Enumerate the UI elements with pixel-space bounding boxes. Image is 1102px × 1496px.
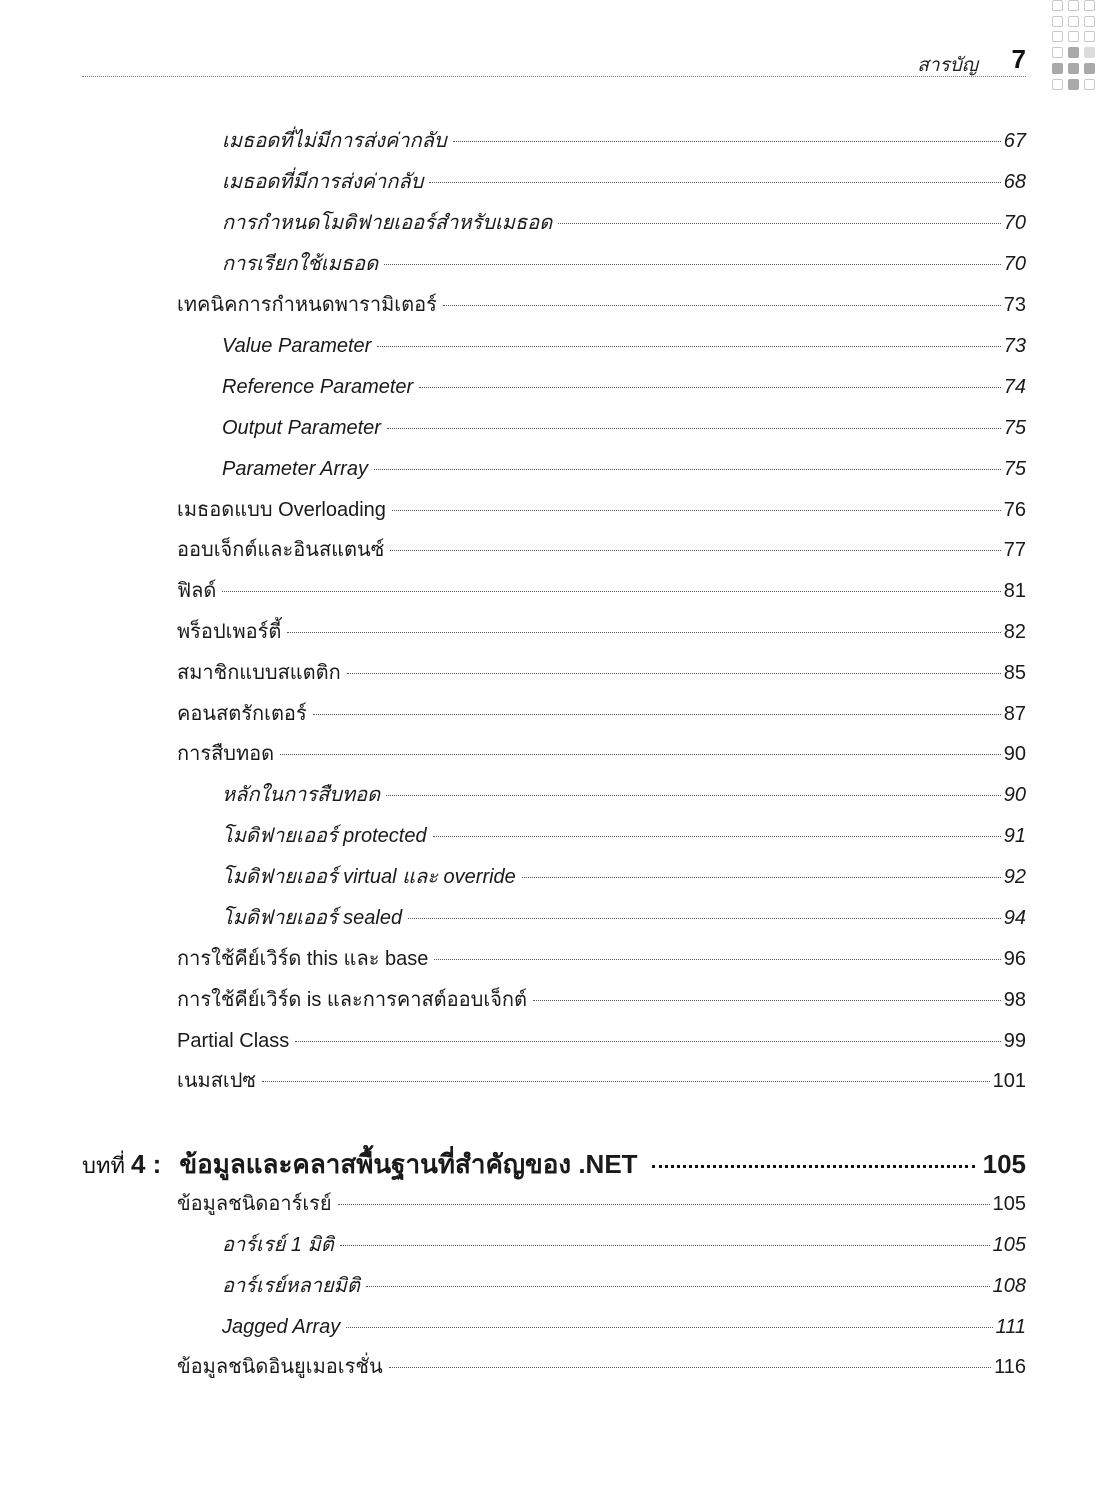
toc-entry-title: เมธอดแบบ Overloading	[177, 499, 386, 521]
toc-entry	[177, 619, 1026, 645]
toc-entry	[177, 292, 1026, 318]
dot-leader	[313, 714, 1001, 715]
toc-entry-page: 90	[1003, 743, 1026, 765]
toc-entry-page: 82	[1003, 621, 1026, 643]
toc-entry	[222, 1232, 1026, 1258]
toc-entry-page: 94	[1003, 907, 1026, 929]
dot-leader	[287, 632, 1000, 633]
toc-entry-title: Parameter Array	[222, 458, 368, 480]
toc-entry-title: สมาชิกแบบสแตติก	[177, 662, 341, 684]
toc-entry-page: 96	[1003, 948, 1026, 970]
toc-entry-title: ข้อมูลชนิดอินยูเมอเรชั่น	[177, 1356, 383, 1378]
toc-entry-page: 91	[1003, 825, 1026, 847]
toc-entry-page: 81	[1003, 580, 1026, 602]
header-divider	[82, 76, 1026, 77]
chapter-heading	[82, 1144, 1026, 1185]
dot-leader	[387, 428, 1001, 429]
dot-leader	[386, 795, 1001, 796]
toc-entry-page: 73	[1003, 335, 1026, 357]
toc-entry-title: เทคนิคการกำหนดพารามิเตอร์	[177, 294, 437, 316]
toc-entry-title: Jagged Array	[222, 1316, 341, 1338]
dot-leader	[340, 1245, 990, 1246]
toc-entry-page: 77	[1003, 539, 1026, 561]
dot-leader	[366, 1286, 990, 1287]
toc-entry-page: 98	[1003, 989, 1026, 1011]
toc-entry	[177, 946, 1026, 972]
toc-entry-title: พร็อปเพอร์ตี้	[177, 621, 282, 643]
dot-leader	[433, 836, 1001, 837]
toc-entry-page: 76	[1003, 499, 1026, 521]
toc-entry	[177, 660, 1026, 686]
toc-entry-page: 108	[992, 1275, 1026, 1297]
toc-entry-title: คอนสตรักเตอร์	[177, 703, 307, 725]
dot-leader	[408, 918, 1001, 919]
toc-entry-title: Reference Parameter	[222, 376, 414, 398]
toc-entry	[222, 128, 1026, 154]
toc-entry	[222, 1314, 1026, 1340]
toc-entry	[177, 741, 1026, 767]
toc-entry-title: การใช้คีย์เวิร์ด is และการคาสต์ออบเจ็กต์	[177, 989, 528, 1011]
chapter-page: 105	[982, 1149, 1026, 1179]
toc-entry-title: โมดิฟายเออร์ protected	[222, 825, 427, 847]
dot-leader	[295, 1041, 1000, 1042]
toc-entry	[177, 1028, 1026, 1054]
toc-entry-title: การใช้คีย์เวิร์ด this และ base	[177, 948, 429, 970]
dot-leader	[522, 877, 1001, 878]
toc-entry	[222, 169, 1026, 195]
dot-leader	[453, 141, 1001, 142]
page-header	[82, 0, 1026, 80]
toc-entry-page: 67	[1003, 130, 1026, 152]
toc-entry-title: อาร์เรย์หลายมิติ	[222, 1275, 360, 1297]
dot-leader	[434, 959, 1000, 960]
dot-leader	[377, 346, 1000, 347]
toc-entry-title: Output Parameter	[222, 417, 381, 439]
dot-leader	[222, 591, 1000, 592]
toc-entry-page: 74	[1003, 376, 1026, 398]
toc-entry-title: การเรียกใช้เมธอด	[222, 253, 379, 275]
toc-entry-page: 105	[992, 1193, 1026, 1215]
toc-entry-page: 73	[1003, 294, 1026, 316]
toc-entry-title: Value Parameter	[222, 335, 372, 357]
toc-entry	[177, 701, 1026, 727]
toc-entry-title: ข้อมูลชนิดอาร์เรย์	[177, 1193, 332, 1215]
chapter-number: 4 :	[130, 1149, 162, 1179]
dot-leader	[392, 510, 1001, 511]
toc-entry-page: 85	[1003, 662, 1026, 684]
toc-entry	[222, 415, 1026, 441]
toc-entry	[177, 1354, 1026, 1380]
page-number: 7	[1011, 44, 1026, 74]
toc-entry	[222, 374, 1026, 400]
toc-entry-page: 70	[1003, 212, 1026, 234]
toc-entry-page: 70	[1003, 253, 1026, 275]
toc-entry	[177, 578, 1026, 604]
dot-leader	[347, 673, 1001, 674]
toc-entry	[222, 864, 1026, 890]
toc-entry-page: 116	[994, 1356, 1026, 1378]
toc-entry	[177, 1191, 1026, 1217]
toc-entry-page: 111	[995, 1316, 1026, 1338]
toc-entry	[222, 782, 1026, 808]
toc-entry-title: Partial Class	[177, 1030, 290, 1052]
dot-leader	[390, 550, 1000, 551]
toc-entry-page: 87	[1003, 703, 1026, 725]
toc-entry-title: หลักในการสืบทอด	[222, 784, 381, 806]
toc-entry	[177, 1068, 1026, 1094]
dot-leader	[374, 469, 1001, 470]
dot-leader	[443, 305, 1001, 306]
toc-entry-title: การสืบทอด	[177, 743, 275, 765]
toc-entry-title: ฟิลด์	[177, 580, 217, 602]
toc-entry-title: เมธอดที่มีการส่งค่ากลับ	[222, 171, 424, 193]
toc-entry	[222, 1273, 1026, 1299]
toc-entry-page: 101	[992, 1070, 1026, 1092]
toc-entry	[222, 251, 1026, 277]
dot-leader	[652, 1165, 975, 1168]
toc-entry-page: 99	[1003, 1030, 1026, 1052]
toc-entry	[177, 537, 1026, 563]
toc-entry	[222, 210, 1026, 236]
dot-leader	[533, 1000, 1001, 1001]
toc-entry	[222, 823, 1026, 849]
dot-leader	[419, 387, 1001, 388]
dot-leader	[429, 182, 1000, 183]
toc-entry	[177, 497, 1026, 523]
toc-entry-title: ออบเจ็กต์และอินสแตนซ์	[177, 539, 385, 561]
toc-entry-page: 90	[1003, 784, 1026, 806]
toc-entry-title: เนมสเปซ	[177, 1070, 257, 1092]
dot-leader	[384, 264, 1001, 265]
header-label: สารบัญ	[917, 55, 978, 76]
toc-entry-page: 92	[1003, 866, 1026, 888]
chapter-title: ข้อมูลและคลาสพื้นฐานที่สำคัญของ .NET	[179, 1149, 638, 1179]
toc-entry	[222, 333, 1026, 359]
toc-entry-page: 75	[1003, 417, 1026, 439]
dot-leader	[346, 1327, 992, 1328]
chapter-label: บทที่	[82, 1153, 125, 1178]
dot-leader	[338, 1204, 990, 1205]
toc-entry	[222, 456, 1026, 482]
toc-entry-title: เมธอดที่ไม่มีการส่งค่ากลับ	[222, 130, 447, 152]
toc-entry-page: 68	[1003, 171, 1026, 193]
toc-entry-page: 75	[1003, 458, 1026, 480]
toc-entry	[177, 987, 1026, 1013]
toc-entry	[222, 905, 1026, 931]
toc-entry-title: การกำหนดโมดิฟายเออร์สำหรับเมธอด	[222, 212, 553, 234]
dot-leader	[389, 1367, 991, 1368]
dot-leader	[558, 223, 1001, 224]
toc-entry-title: โมดิฟายเออร์ sealed	[222, 907, 403, 929]
toc-entry-page: 105	[992, 1234, 1026, 1256]
dot-leader	[262, 1081, 990, 1082]
dot-leader	[280, 754, 1001, 755]
decorative-squares	[1052, 0, 1100, 90]
toc-entry-title: โมดิฟายเออร์ virtual และ override	[222, 866, 516, 888]
toc-entry-title: อาร์เรย์ 1 มิติ	[222, 1234, 334, 1256]
